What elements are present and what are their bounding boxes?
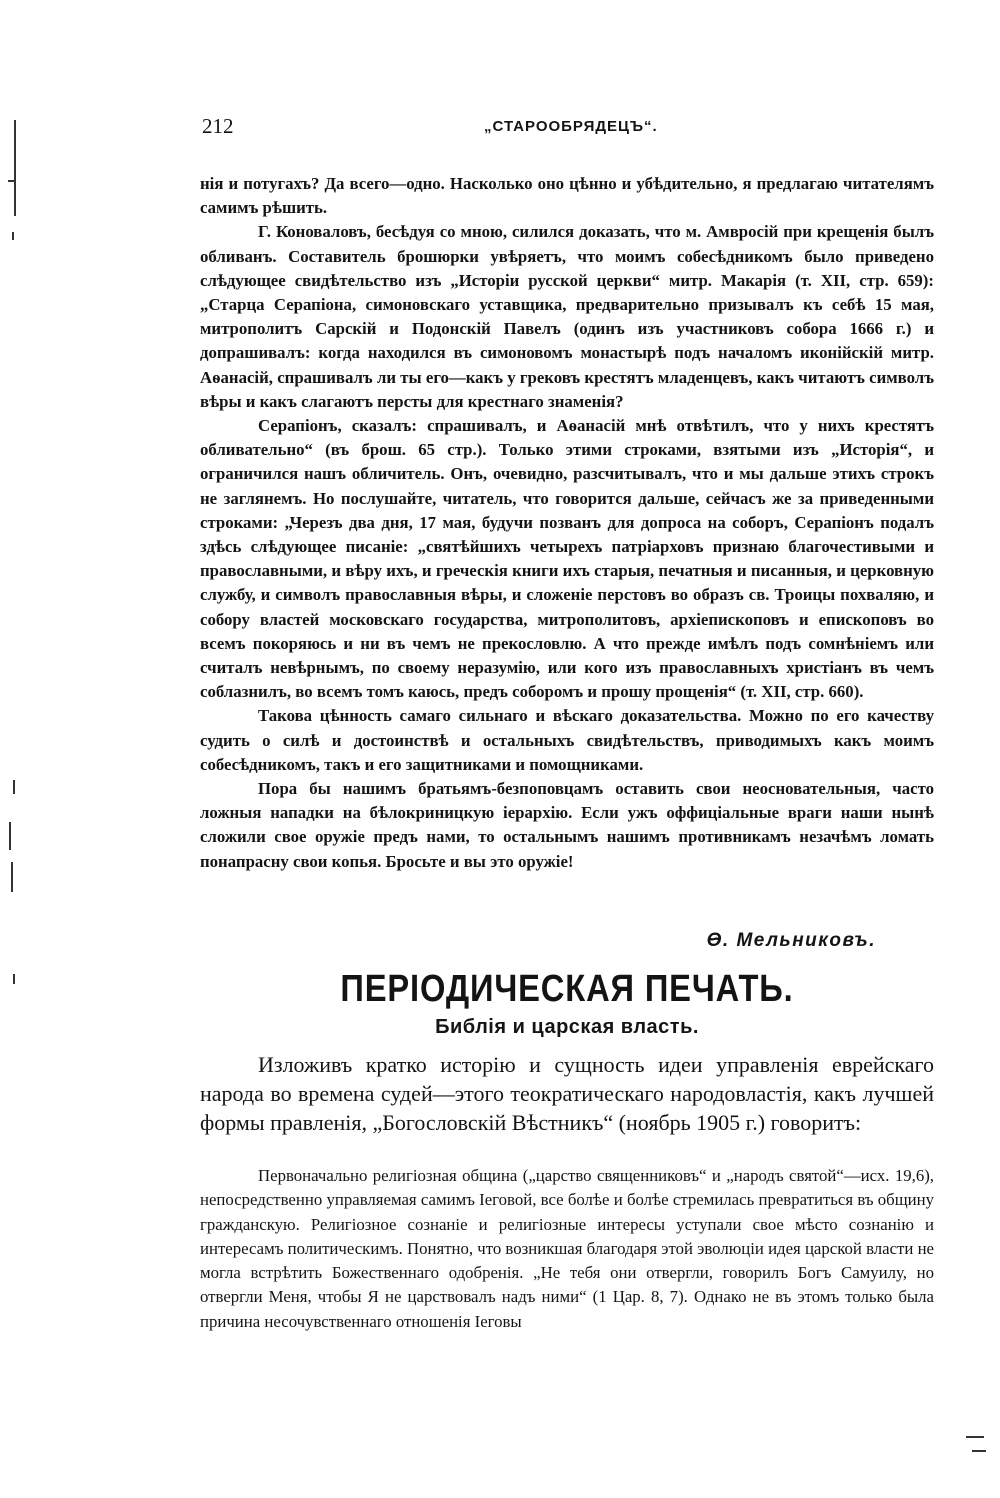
article-body xyxy=(200,172,934,874)
paragraph: Серапіонъ, сказалъ: спрашивалъ, и Аѳанасій мнѣ отвѣтилъ, что у нихъ крестятъ обливательно“ (въ брош. 65 стр.). Только этими строками, взятыми изъ „Исторія“, и ограничился нашъ обличитель. Онъ, очевидно, разсчитывалъ, что и мы дальше этихъ строкъ не заглянемъ. Но послушайте, читатель, что говорится дальше, сейчасъ же за приведенными строками: „Черезъ два дня, 17 мая, будучи позванъ для допроса на соборъ, Серапіонъ подалъ здѣсь слѣдующее писаніе: „святѣйшихъ четырехъ патріарховъ признаю благочестивыми и православными, и вѣру ихъ, и греческія книги ихъ старыя, печатныя и писанныя, и церковную службу, и символъ православныя вѣры, и сложеніе перстовъ во образъ св. Троицы похваляю, и собору властей московскаго государства, митрополитовъ, архіепископовъ и епископовъ во всемъ покоряюсь и ни въ чемъ не прекословлю. А что прежде имѣлъ подъ сомнѣніемъ или считалъ невѣрнымъ, по своему неразумію, или кого изъ православныхъ христіанъ въ чемъ соблазнилъ, во всемъ томъ каюсь, предъ соборомъ и прошу прощенія“ (т. XII, стр. 660). xyxy=(200,416,934,702)
paragraph: Г. Коноваловъ, бесѣдуя со мною, силился доказать, что м. Амвросій при крещенія былъ обливанъ. Составитель брошюрки увѣряетъ, что моимъ собесѣдникомъ было приведено слѣдующее свидѣтельство изъ „Исторіи русской церкви“ митр. Макарія (т. XII, стр. 659): „Старца Серапіона, симоновскаго уставщика, предварительно призывалъ къ себѣ 15 мая, митрополитъ Сарскій и Подонскій Павелъ (одинъ изъ участниковъ собора 1666 г.) и допрашивалъ: когда находился въ симоновомъ монастырѣ подъ началомъ иконійскій митр. Аѳанасій, спрашивалъ ли ты его—какъ у грековъ крестятъ младенцевъ, какъ читаютъ символъ вѣры и какъ слагаютъ персты для крестнаго знаменія? xyxy=(200,222,934,411)
quoted-paragraph: Первоначально религіозная община („царство священниковъ“ и „народъ святой“—исх. 19,6), непосредственно управляемая самимъ Іеговой, все болѣе и болѣе стремилась превратиться въ общину гражданскую. Религіозное сознаніе и религіозные интересы уступали свое мѣсто сознанію и интересамъ политическимъ. Понятно, что возникшая благодаря этой эволюціи идея царской власти не могла встрѣтить Божественнаго одобренія. „Не тебя они отвергли, говорилъ Богъ Самуилу, но отвергли Меня, чтобы Я не царствовалъ надъ ними“ (1 Цар. 8, 7). Однако не въ этомъ только была причина несочувственнаго отношенія Іеговы xyxy=(200,1166,934,1331)
section-subtitle: Библія и царская власть. xyxy=(435,1016,699,1038)
page-header xyxy=(202,114,934,144)
paragraph: Пора бы нашимъ братьямъ-безпоповцамъ оставить свои неосновательныя, часто ложныя нападки на бѣлокриницкую іерархію. Если ужъ оффиціальные враги наши нынѣ сложили свое оружіе предъ нами, то остальнымъ нашимъ противникамъ незачѣмъ ломать понапрасну свои копья. Бросьте и вы это оружіе! xyxy=(200,779,934,871)
page-number: 212 xyxy=(202,114,234,138)
running-title: „СТАРООБРЯДЕЦЪ“. xyxy=(484,118,658,135)
paragraph: нія и потугахъ? Да всего—одно. Насколько оно цѣнно и убѣдительно, я предлагаю читателямъ самимъ рѣшить. xyxy=(200,174,934,218)
author-signature: Ѳ. Мельниковъ. xyxy=(706,930,876,951)
lead-paragraph: Изложивъ кратко исторію и сущность идеи управленія еврейскаго народа во времена судей—этого теократическаго народовластія, какъ лучшей формы правленія, „Богословскій Вѣстникъ“ (ноябрь 1905 г.) говоритъ: xyxy=(200,1052,934,1135)
paragraph: Такова цѣнность самаго сильнаго и вѣскаго доказательства. Можно по его качеству судить о силѣ и достоинствѣ и остальныхъ свидѣтельствъ, приводимыхъ какъ моимъ собесѣдникомъ, такъ и его защитниками и помощниками. xyxy=(200,706,934,774)
section-title: ПЕРІОДИЧЕСКАЯ ПЕЧАТЬ. xyxy=(340,968,794,1010)
